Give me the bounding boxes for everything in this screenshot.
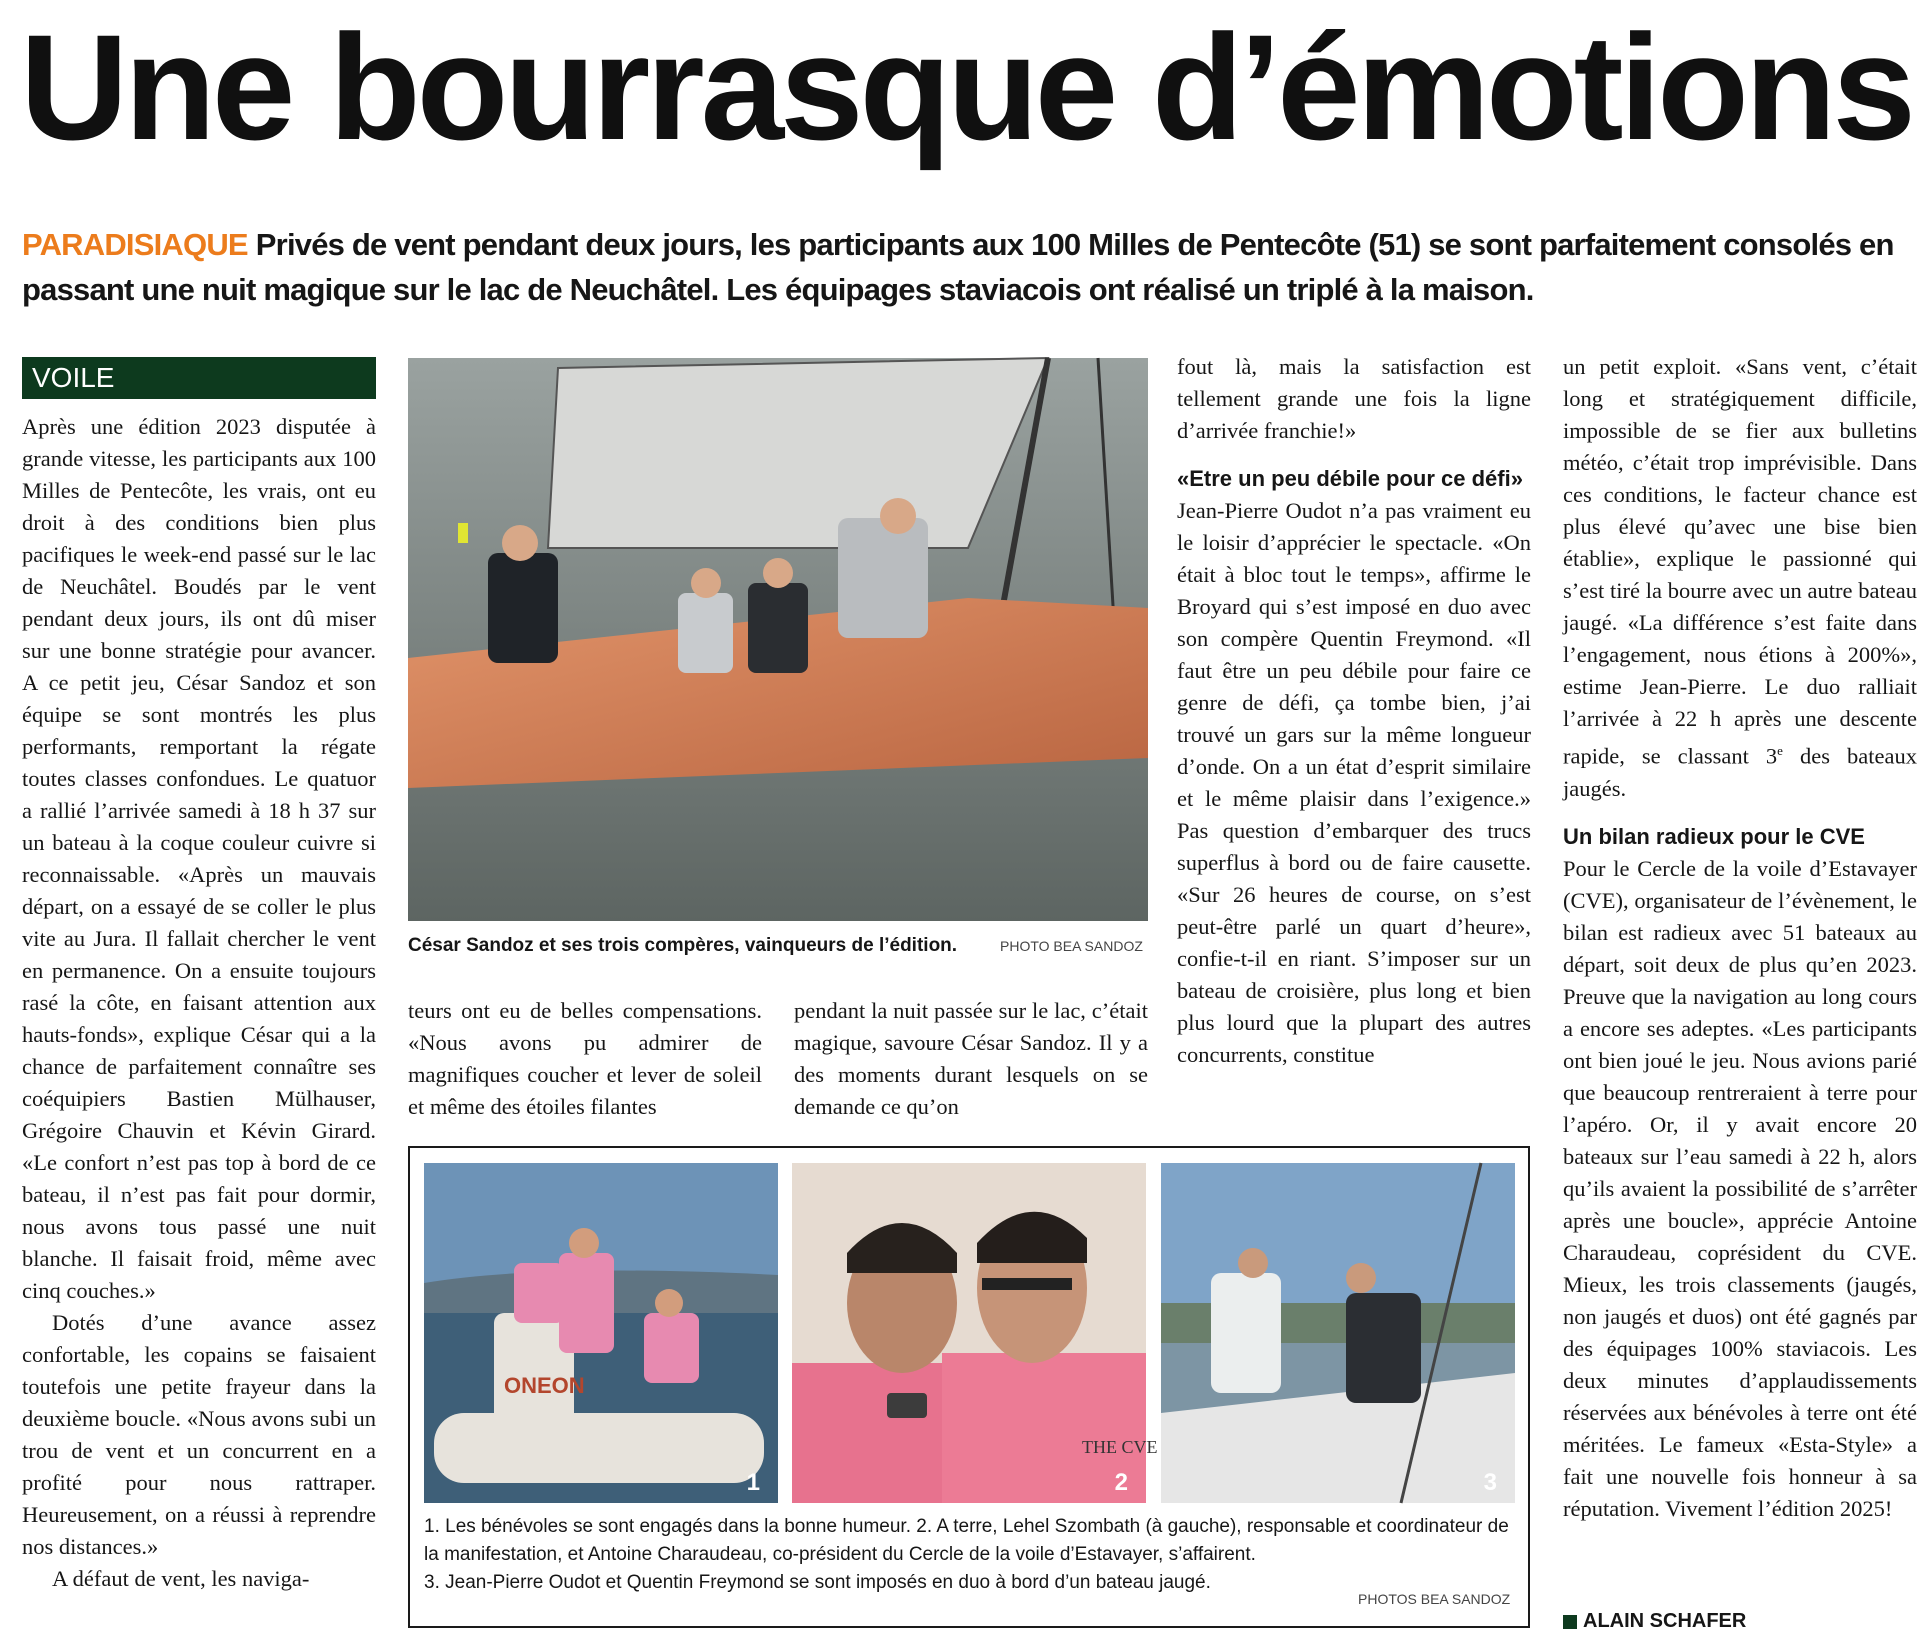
author-name: ALAIN SCHAFER (1583, 1610, 1747, 1632)
photo-number-1: 1 (746, 1469, 760, 1496)
byline-square-icon (1563, 1615, 1577, 1629)
author-byline (1563, 1610, 1746, 1633)
article-column-2 (408, 995, 762, 1125)
photo-number-2: 2 (1114, 1469, 1128, 1496)
article-column-3 (794, 995, 1148, 1125)
article-paragraph: pendant la nuit passée sur le lac, c’était magique, savoure César Sandoz. Il y a des moments durant lesquels on se demande ce qu’on (794, 998, 1148, 1119)
lead-kicker: PARADISIAQUE (22, 227, 248, 262)
gallery-photo-volunteers (424, 1163, 778, 1503)
section-rubric: VOILE (22, 357, 376, 399)
main-photo-credit: PHOTO BEA SANDOZ (1000, 938, 1143, 954)
article-paragraph: Jean-Pierre Oudot n’a pas vraiment eu le loisir d’apprécier le spectacle. «On était à bloc tout le temps», affirme le Broyard qui s’est imposé en duo avec son compère Quentin Freymond. «Il faut être un peu débile pour faire ce genre de défi, ça tombe bien, j’ai trouvé un gars sur la même longueur d’onde. On a un état d’esprit similaire et le même plaisir dans l’exigence.» Pas question d’embarquer des trucs superflus à bord ou de faire causette. «Sur 26 heures de course, on s’est peut-être parlé un quart d’heure», confie-t-il en riant. S’imposer sur un bateau de croisière, plus long et bien plus lourd que la plupart des autres concurrents, constitue (1177, 498, 1531, 1067)
article-paragraph: Pour le Cercle de la voile d’Estavayer (CVE), organisateur de l’évènement, le bilan est radieux avec 51 bateaux au départ, soit deux de plus qu’en 2023. Preuve que la navigation au long cours a encore ses adeptes. «Les participants ont bien joué le jeu. Nous avions parié que beaucoup rentreraient à terre pour l’apéro. Or, il y avait encore 20 bateaux sur l’eau samedi à 22 h, alors qu’ils avaient la possibilité de s’arrêter après une boucle», apprécie Antoine Charaudeau, coprésident du CVE. Mieux, les trois classements (jaugés, non jaugés et duos) ont été gagnés par des équipages 100% staviacois. Les deux minutes d’applaudissements réservées aux bénévoles à terre ont été méritées. Le fameux «Esta-Style» a fait une nouvelle fois honneur à sa réputation. Vivement l’édition 2025! (1563, 855, 1917, 1521)
gallery-credit: PHOTOS BEA SANDOZ (1358, 1591, 1511, 1607)
gallery-photo-duo-crew (1161, 1163, 1515, 1503)
gallery-photo-organizers (792, 1163, 1158, 1503)
gallery-caption-line: 3. Jean-Pierre Oudot et Quentin Freymond se sont imposés en duo à bord d’un bateau jaugé. (424, 1572, 1211, 1593)
shirt-text: THE CVE (1082, 1437, 1158, 1457)
article-paragraph: A défaut de vent, les naviga- (52, 1566, 310, 1591)
gallery-caption (424, 1513, 1519, 1597)
article-column-5 (1563, 351, 1917, 1603)
lead-text: Privés de vent pendant deux jours, les participants aux 100 Milles de Pentecôte (51) se sont parfaitement consolés en passant une nuit magique sur le lac de Neuchâtel. Les équipages staviacois ont réalisé un triplé à la maison. (22, 227, 1894, 307)
article-subhead: Un bilan radieux pour le CVE (1563, 823, 1865, 849)
gallery-caption-line: 1. Les bénévoles se sont engagés dans la bonne humeur. 2. A terre, Lehel Szombath (à gauche), responsable et coordinateur de la manifestation, et Antoine Charaudeau, co-président du Cercle de la voile d’Estavayer, s’affairent. (424, 1516, 1509, 1565)
article-paragraph: Dotés d’une avance assez confortable, les copains se faisaient toutefois une petite frayeur dans la deuxième boucle. «Nous avons subi un trou de vent et un concurrent en a profité pour nous rattraper. Heureusement, on a réussi à reprendre nos distances.» (22, 1310, 376, 1559)
article-column-4 (1177, 351, 1531, 1123)
article-column-1 (22, 411, 376, 1637)
main-photo-caption: César Sandoz et ses trois compères, vainqueurs de l’édition. (408, 935, 958, 956)
article-paragraph: un petit exploit. «Sans vent, c’était long et stratégiquement difficile, impossible de se fier aux bulletins météo, c’était trop imprévisible. Dans ces conditions, le facteur chance est plus élevé qu’avec une bise bien établie», explique le passionné qui s’est tiré la bourre avec un autre bateau jaugé. «La différence s’est faite dans l’engagement, nous étions à 200%», estime Jean-Pierre. Le duo ralliait l’arrivée à 22 h après une descente rapide, se classant 3e des bateaux jaugés. (1563, 354, 1917, 801)
article-paragraph: teurs ont eu de belles compensations. «Nous avons pu admirer de magnifiques coucher et lever de soleil et même des étoiles filantes (408, 998, 762, 1119)
lead-paragraph (22, 222, 1912, 312)
boat-brand-text: ONEON (504, 1373, 585, 1398)
photo-number-3: 3 (1483, 1469, 1497, 1496)
main-photo-sailboat (408, 358, 1148, 921)
article-paragraph: Après une édition 2023 disputée à grande vitesse, les participants aux 100 Milles de Pentecôte, les vrais, ont eu droit à des conditions bien plus pacifiques le week-end passé sur le lac de Neuchâtel. Boudés par le vent pendant deux jours, ils ont dû miser sur une bonne stratégie pour avancer. A ce petit jeu, César Sandoz et son équipe se sont montrés les plus performants, remportant la régate toutes classes confondues. Le quatuor a rallié l’arrivée samedi à 18 h 37 sur un bateau à la coque couleur cuivre si reconnaissable. «Après un mauvais départ, on a essayé de se coller le plus vite au Jura. Il fallait chercher le vent en permanence. On a ensuite toujours rasé la côte, en faisant attention aux hauts-fonds», explique César qui a la chance de parfaitement connaître ses coéquipiers Bastien Mülhauser, Grégoire Chauvin et Kévin Girard. «Le confort n’est pas top à bord de ce bateau, il n’est pas fait pour dormir, nous avons tous passé une nuit blanche. Il faisait froid, même avec cinq couches.» (22, 414, 376, 1303)
headline: Une bourrasque d’émotions (20, 3, 1912, 171)
article-subhead: «Etre un peu débile pour ce défi» (1177, 466, 1523, 491)
article-paragraph: fout là, mais la satisfaction est tellement grande une fois la ligne d’arrivée franchie!» (1177, 354, 1531, 443)
